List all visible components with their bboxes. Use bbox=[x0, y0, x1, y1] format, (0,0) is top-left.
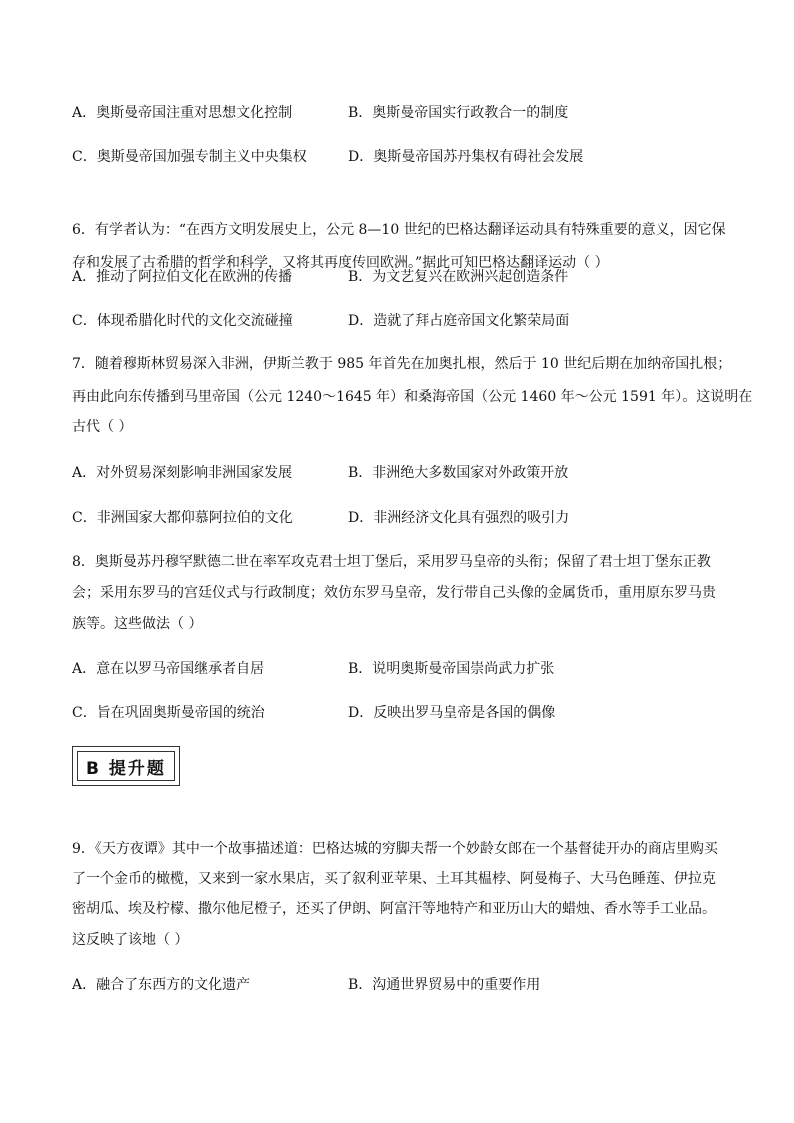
q9-stem-line-2: 了一个金币的橄榄，又来到一家水果店，买了叙利亚苹果、土耳其榅桲、阿曼梅子、大马色睡莲、伊拉克 bbox=[72, 871, 716, 887]
q7-stem-line-2: 再由此向东传播到马里帝国（公元 1240～1645 年）和桑海帝国（公元 1460 年～公元 1591 年）。这说明在 bbox=[72, 389, 753, 405]
q9-option-a: A．融合了东西方的文化遗产 bbox=[72, 977, 251, 993]
q8-stem-line-3: 族等。这些做法（ ） bbox=[72, 616, 203, 632]
q8-option-d: D．反映出罗马皇帝是各国的偶像 bbox=[348, 705, 556, 721]
q7-option-a: A．对外贸易深刻影响非洲国家发展 bbox=[72, 465, 293, 481]
q6-option-d: D．造就了拜占庭帝国文化繁荣局面 bbox=[348, 313, 570, 329]
q5-option-b: B．奥斯曼帝国实行政教合一的制度 bbox=[348, 105, 569, 121]
q6-option-c: C．体现希腊化时代的文化交流碰撞 bbox=[72, 313, 293, 329]
q6-stem-line-1: 6．有学者认为：“在西方文明发展史上，公元 8—10 世纪的巴格达翻译运动具有特殊重要的意义，因它保 bbox=[72, 222, 726, 238]
q9-stem-line-3: 密胡瓜、埃及柠檬、撒尔他尼橙子，还买了伊朗、阿富汗等地特产和亚历山大的蜡烛、香水等手工业品。 bbox=[72, 901, 716, 917]
q8-option-b: B．说明奥斯曼帝国崇尚武力扩张 bbox=[348, 661, 555, 677]
q5-option-d: D．奥斯曼帝国苏丹集权有碍社会发展 bbox=[348, 149, 584, 165]
q8-stem-line-2: 会；采用东罗马的宫廷仪式与行政制度；效仿东罗马皇帝，发行带自己头像的金属货币，重用原东罗马贵 bbox=[72, 585, 716, 601]
q7-stem-line-1: 7．随着穆斯林贸易深入非洲，伊斯兰教于 985 年首先在加奥扎根，然后于 10 世纪后期在加纳帝国扎根； bbox=[72, 356, 732, 372]
q5-option-c: C．奥斯曼帝国加强专制主义中央集权 bbox=[72, 149, 307, 165]
q8-option-a: A．意在以罗马帝国继承者自居 bbox=[72, 661, 265, 677]
q5-option-a: A．奥斯曼帝国注重对思想文化控制 bbox=[72, 105, 293, 121]
q7-option-b: B．非洲绝大多数国家对外政策开放 bbox=[348, 465, 569, 481]
q6-option-b: B．为文艺复兴在欧洲兴起创造条件 bbox=[348, 269, 569, 285]
q8-stem-line-1: 8．奥斯曼苏丹穆罕默德二世在率军攻克君士坦丁堡后，采用罗马皇帝的头衔；保留了君士坦丁堡东正教 bbox=[72, 554, 711, 570]
q8-option-c: C．旨在巩固奥斯曼帝国的统治 bbox=[72, 705, 265, 721]
q9-stem-line-4: 这反映了该地（ ） bbox=[72, 932, 189, 948]
q9-stem-line-1: 9．《天方夜谭》其中一个故事描述道：巴格达城的穷脚夫帮一个妙龄女郎在一个基督徒开办的商店里购买 bbox=[72, 841, 718, 857]
q6-stem-line-2: 存和发展了古希腊的哲学和科学，又将其再度传回欧洲。”据此可知巴格达翻译运动（ ） bbox=[72, 255, 609, 271]
section-header-box bbox=[72, 746, 180, 786]
q6-option-a: A．推动了阿拉伯文化在欧洲的传播 bbox=[72, 269, 293, 285]
q7-option-d: D．非洲经济文化具有强烈的吸引力 bbox=[348, 510, 570, 526]
q7-option-c: C．非洲国家大都仰慕阿拉伯的文化 bbox=[72, 510, 293, 526]
q7-stem-line-3: 古代（ ） bbox=[72, 419, 133, 435]
q9-option-b: B．沟通世界贸易中的重要作用 bbox=[348, 977, 541, 993]
section-header-title: B 提升题 bbox=[77, 751, 175, 781]
